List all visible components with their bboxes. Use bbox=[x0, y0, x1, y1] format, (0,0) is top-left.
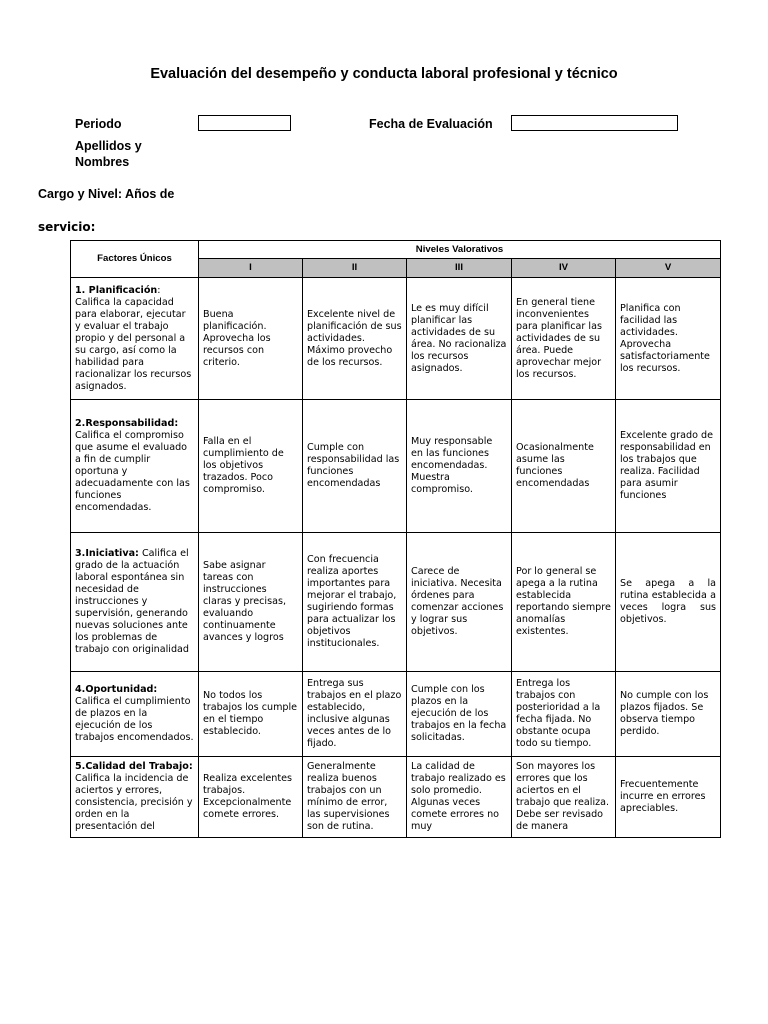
level-cell-content: Realiza excelentes trabajos. Excepcionalmente comete errores. bbox=[203, 773, 293, 820]
periodo-label: Periodo bbox=[75, 117, 122, 131]
factor-title: 4.Oportunidad: bbox=[75, 684, 158, 695]
level-cell: Falla en el cumplimiento de los objetivos trazados. Poco compromiso. bbox=[199, 400, 303, 533]
table-row bbox=[71, 400, 721, 533]
factor-title: 1. Planificación bbox=[75, 284, 158, 296]
level-cell: Cumple con responsabilidad las funciones encomendadas bbox=[303, 400, 407, 533]
factor-cell bbox=[71, 533, 199, 672]
factor-description: Califica el compromiso que asume el evaluado a fin de cumplir oportuna y adecuadamente con las funciones encomendadas. bbox=[75, 430, 190, 513]
levels-header: Niveles Valorativos bbox=[199, 241, 721, 259]
factor-cell-content bbox=[75, 761, 194, 833]
level-cell: Se apega a la rutina establecida a veces logra sus objetivos. bbox=[616, 533, 721, 672]
level-cell-content: Son mayores los errores que los aciertos en el trabajo que realiza. Debe ser revisado de manera bbox=[516, 761, 610, 832]
factor-description: Califica la incidencia de aciertos y errores, consistencia, precisión y orden en la presentación del bbox=[75, 773, 193, 832]
level-cell: No cumple con los plazos fijados. Se observa tiempo perdido. bbox=[616, 672, 721, 757]
level-header: IV bbox=[512, 259, 616, 278]
level-cell-content: La calidad de trabajo realizado es solo promedio. Algunas veces comete errores no muy bbox=[411, 761, 506, 832]
factor-description: : Califica la capacidad para elaborar, ejecutar y evaluar el trabajo propio y del personal a su cargo, así como la habilidad para racionalizar los recursos asignados. bbox=[75, 284, 192, 392]
level-header: II bbox=[303, 259, 407, 278]
periodo-field[interactable] bbox=[198, 115, 291, 131]
factor-title: 5.Calidad del Trabajo: bbox=[75, 761, 193, 772]
level-cell: Planifica con facilidad las actividades. Aprovecha satisfactoriamente los recursos. bbox=[616, 278, 721, 400]
level-cell: Le es muy difícil planificar las actividades de su área. No racionaliza los recursos asignados. bbox=[407, 278, 512, 400]
level-header: III bbox=[407, 259, 512, 278]
table-row bbox=[71, 757, 721, 838]
level-cell: Con frecuencia realiza aportes importantes para mejorar el trabajo, sugiriendo formas para actualizar los objetivos institucionales. bbox=[303, 533, 407, 672]
level-cell: Muy responsable en las funciones encomendadas. Muestra compromiso. bbox=[407, 400, 512, 533]
fecha-evaluacion-label: Fecha de Evaluación bbox=[369, 117, 493, 131]
evaluation-table bbox=[70, 240, 721, 838]
level-cell bbox=[199, 757, 303, 838]
table-row bbox=[71, 533, 721, 672]
factor-cell bbox=[71, 757, 199, 838]
factor-header: Factores Únicos bbox=[71, 241, 199, 278]
fecha-evaluacion-field[interactable] bbox=[511, 115, 678, 131]
level-cell: Entrega los trabajos con posterioridad a la fecha fijada. No obstante ocupa todo su tiempo. bbox=[512, 672, 616, 757]
factor-cell bbox=[71, 278, 199, 400]
level-cell: Buena planificación. Aprovecha los recursos con criterio. bbox=[199, 278, 303, 400]
factor-description: Califica el cumplimiento de plazos en la ejecución de los trabajos encomendados. bbox=[75, 696, 194, 743]
level-cell: No todos los trabajos los cumple en el tiempo establecido. bbox=[199, 672, 303, 757]
level-cell: Carece de iniciativa. Necesita órdenes para comenzar acciones y lograr sus objetivos. bbox=[407, 533, 512, 672]
level-cell: Entrega sus trabajos en el plazo establecido, inclusive algunas veces antes de lo fijado. bbox=[303, 672, 407, 757]
level-cell bbox=[407, 757, 512, 838]
table-row bbox=[71, 672, 721, 757]
factor-title: 2.Responsabilidad: bbox=[75, 418, 179, 429]
apellidos-nombres-label: Apellidos y Nombres bbox=[75, 139, 142, 169]
level-cell: Excelente nivel de planificación de sus actividades. Máximo provecho de los recursos. bbox=[303, 278, 407, 400]
level-cell bbox=[512, 757, 616, 838]
level-cell: Ocasionalmente asume las funciones encomendadas bbox=[512, 400, 616, 533]
factor-title: 3.Iniciativa: bbox=[75, 548, 139, 559]
level-cell: Cumple con los plazos en la ejecución de los trabajos en la fecha solicitadas. bbox=[407, 672, 512, 757]
servicio-text: servicio: bbox=[38, 220, 96, 234]
level-header: I bbox=[199, 259, 303, 278]
level-cell bbox=[303, 757, 407, 838]
level-cell: Por lo general se apega a la rutina establecida reportando siempre anomalías existentes. bbox=[512, 533, 616, 672]
cargo-nivel-label: Cargo y Nivel: Años de bbox=[38, 187, 175, 201]
factor-description: Califica el grado de la actuación laboral espontánea sin necesidad de instrucciones y supervisión, generando nuevas soluciones ante los problemas de trabajo con originalidad bbox=[75, 548, 189, 655]
level-cell-content: Generalmente realiza buenos trabajos con un mínimo de error, las supervisiones son de rutina. bbox=[307, 761, 390, 832]
page-title: Evaluación del desempeño y conducta laboral profesional y técnico bbox=[150, 66, 618, 82]
level-cell bbox=[616, 757, 721, 838]
level-cell: En general tiene inconvenientes para planificar las actividades de su área. Puede aprovechar mejor los recursos. bbox=[512, 278, 616, 400]
servicio-label bbox=[38, 219, 95, 235]
factor-cell bbox=[71, 672, 199, 757]
level-header: V bbox=[616, 259, 721, 278]
factor-cell bbox=[71, 400, 199, 533]
table-row bbox=[71, 278, 721, 400]
level-cell-content: Frecuentemente incurre en errores apreciables. bbox=[620, 779, 706, 814]
level-cell: Excelente grado de responsabilidad en los trabajos que realiza. Facilidad para asumir funciones bbox=[616, 400, 721, 533]
level-cell: Sabe asignar tareas con instrucciones claras y precisas, evaluando continuamente avances y logros bbox=[199, 533, 303, 672]
